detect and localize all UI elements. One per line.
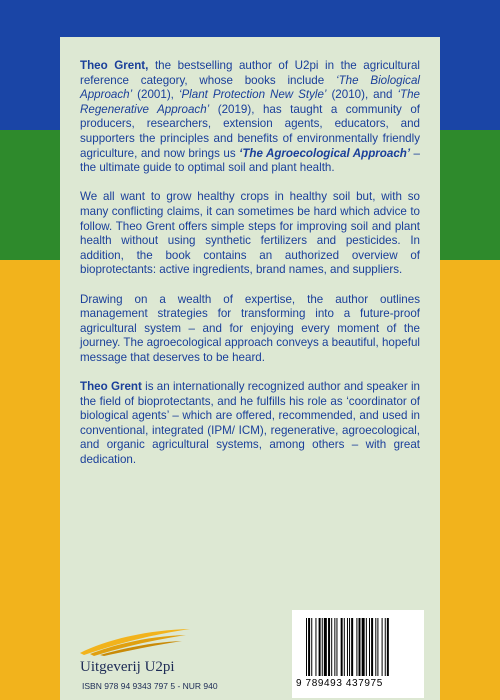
back-cover-panel <box>60 37 440 700</box>
barcode-bars <box>306 618 410 676</box>
paragraph-author-bio: Theo Grent is an internationally recognized author and speaker in the field of bioprotectants, and he fulfills his role as ‘coordinator of biological agents’ – which are offered, recommended, and used in conventional, integrated (IPM/ ICM), regenerative, agroecological, and organic agricultural systems, among others – with great dedication. <box>80 380 421 467</box>
blurb-text <box>80 59 420 482</box>
isbn-barcode <box>292 610 424 698</box>
paragraph-strategies: Drawing on a wealth of expertise, the author outlines management strategies for transforming into a future-proof agricultural system – and for enjoying every moment of the journey. The agroecological approach conveys a beautiful, hopeful message that deserves to be heard. <box>80 292 420 364</box>
barcode-digits: 9 789493 437975 <box>296 678 383 689</box>
paragraph-book-summary: We all want to grow healthy crops in healthy soil but, with so many conflicting claims, it can sometimes be hard which advice to follow. Theo Grent offers simple steps for improving soil and plant health without using synthetic fertilizers and pesticides. In addition, the book contains an authorized overview of bioprotectants: active ingredients, brand names, and suppliers. <box>80 190 420 277</box>
paragraph-author-intro: Theo Grent, the bestselling author of U2pi in the agricultural reference category, whose books include ‘The Biological Approach’ (2001), ‘Plant Protection New Style’ (2010), and ‘The Regenerative Approach’ (2019), has taught a community of producers, researchers, extension agents, educators, and supporters the principles and benefits of environmentally friendly agriculture, and now brings us ‘The Agroecological Approach’ – the ultimate guide to optimal soil and plant health. <box>80 59 421 175</box>
isbn-nur-line: ISBN 978 94 9343 797 5 - NUR 940 <box>82 681 218 691</box>
publisher-name: Uitgeverij U2pi <box>80 659 175 675</box>
wing-swoosh-icon <box>76 626 196 656</box>
